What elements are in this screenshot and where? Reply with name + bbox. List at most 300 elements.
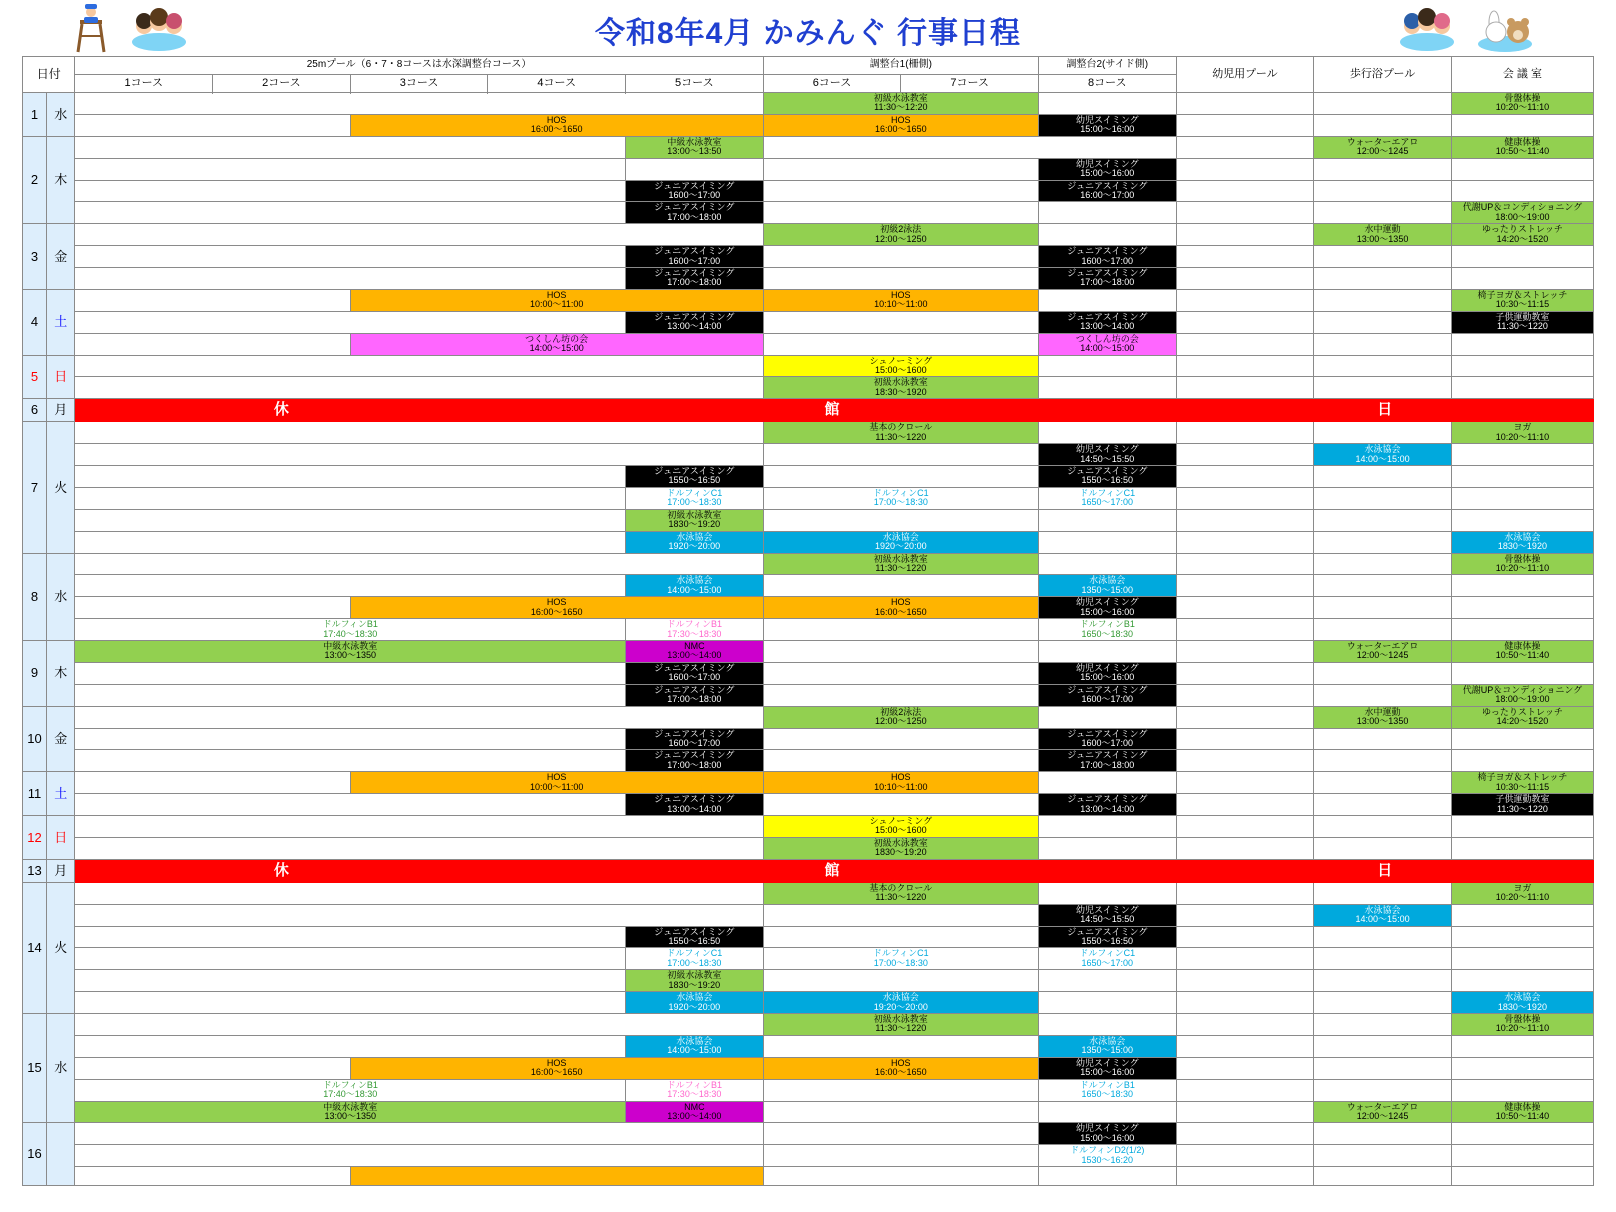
empty-cell	[75, 466, 626, 488]
event-block	[764, 816, 1038, 837]
schedule-event-cell	[763, 377, 1038, 399]
schedule-event-cell	[1038, 1035, 1176, 1057]
schedule-event-cell	[1038, 575, 1176, 597]
empty-cell	[75, 992, 626, 1014]
closed-label-right: 日	[1176, 859, 1593, 882]
empty-cell	[1314, 772, 1452, 794]
event-time: 12:00～1245	[1356, 1110, 1409, 1121]
event-title: HOS	[891, 114, 911, 125]
col-lane-3: 3コース	[350, 75, 488, 93]
empty-cell	[75, 333, 350, 355]
schedule-event-cell	[1038, 114, 1176, 136]
event-time: 17:00～18:00	[1080, 759, 1135, 770]
empty-cell	[1314, 268, 1452, 290]
event-title: シュノーミング	[869, 816, 933, 826]
event-block	[1452, 93, 1593, 114]
schedule-event-cell	[763, 816, 1038, 838]
event-title: ジュニアスイミング	[654, 311, 735, 322]
empty-cell	[1314, 487, 1452, 509]
schedule-event-cell	[1038, 1145, 1176, 1167]
event-time: 14:00～15:00	[1355, 914, 1410, 925]
event-block	[1039, 597, 1176, 618]
empty-cell	[1451, 377, 1593, 399]
empty-cell	[1038, 377, 1176, 399]
event-time: 11:30～1220	[875, 892, 927, 903]
empty-cell	[1176, 1057, 1314, 1079]
empty-cell	[1038, 289, 1176, 311]
empty-cell	[75, 1167, 350, 1186]
event-time: 1830～1920	[1497, 541, 1547, 552]
empty-cell	[1314, 246, 1452, 268]
event-block	[1452, 883, 1593, 904]
event-time: 1550～16:50	[1081, 935, 1134, 946]
event-title: 子供運動教室	[1495, 311, 1550, 322]
empty-cell	[763, 180, 1038, 202]
event-title: HOS	[891, 597, 911, 608]
event-time: 14:00～15:00	[667, 584, 722, 595]
col-adj2-group: 調整台2(サイド側)	[1038, 57, 1176, 75]
event-block	[1452, 202, 1593, 223]
schedule-event-cell	[1038, 948, 1176, 970]
schedule-event-cell	[1451, 311, 1593, 333]
event-time: 1920～20:00	[668, 541, 721, 552]
schedule-row	[23, 1123, 1594, 1145]
closed-label-mid: 館	[488, 859, 1176, 882]
event-block	[1452, 641, 1593, 662]
empty-cell	[75, 422, 763, 444]
schedule-event-cell	[1451, 422, 1593, 444]
empty-cell	[1038, 531, 1176, 553]
event-block	[764, 992, 1038, 1013]
event-block	[626, 729, 763, 750]
empty-cell	[1314, 970, 1452, 992]
schedule-event-cell	[763, 837, 1038, 859]
event-time: 1350～15:00	[1081, 584, 1134, 595]
schedule-event-cell	[1038, 487, 1176, 509]
schedule-event-cell	[626, 268, 764, 290]
event-title: 水泳協会	[1364, 444, 1401, 455]
empty-cell	[75, 289, 350, 311]
event-title: 初級2泳法	[880, 706, 922, 717]
event-time: 10:20～11:10	[1495, 1023, 1550, 1034]
schedule-event-cell	[1038, 597, 1176, 619]
event-block	[1039, 575, 1176, 596]
schedule-row	[23, 750, 1594, 772]
event-block	[626, 137, 763, 158]
schedule-event-cell	[75, 1101, 626, 1123]
schedule-event-cell	[1451, 93, 1593, 115]
schedule-event-cell	[1038, 158, 1176, 180]
empty-cell	[626, 158, 764, 180]
event-title: ドルフィンD2(1/2)	[1070, 1145, 1145, 1156]
event-block	[351, 772, 763, 793]
schedule-row	[23, 1145, 1594, 1167]
schedule-event-cell	[626, 246, 764, 268]
empty-cell	[75, 794, 626, 816]
empty-cell	[1038, 93, 1176, 115]
event-title: 中級水泳教室	[323, 641, 378, 651]
empty-cell	[763, 311, 1038, 333]
schedule-event-cell	[1038, 904, 1176, 926]
empty-cell	[1176, 487, 1314, 509]
event-time: 15:00～1600	[875, 825, 927, 836]
event-title: 水中運動	[1364, 224, 1401, 235]
event-time: 17:00～18:00	[667, 211, 722, 222]
empty-cell	[75, 772, 350, 794]
schedule-event-cell	[1038, 1123, 1176, 1145]
event-title: つくしん坊の会	[525, 333, 589, 344]
event-block	[1314, 707, 1451, 728]
event-title: 代謝UP＆コンディショニング	[1462, 202, 1583, 213]
event-block	[1039, 334, 1176, 355]
empty-cell	[1314, 926, 1452, 948]
empty-cell	[1314, 158, 1452, 180]
empty-cell	[75, 970, 626, 992]
schedule-event-cell	[763, 289, 1038, 311]
empty-cell	[763, 750, 1038, 772]
empty-cell	[1176, 948, 1314, 970]
event-time: 1650～18:30	[1081, 1089, 1134, 1100]
event-block	[626, 532, 763, 553]
schedule-row	[23, 1101, 1594, 1123]
event-title: 初級水泳教室	[873, 1014, 928, 1024]
page-header	[0, 0, 1616, 56]
event-title: NMC	[684, 641, 705, 651]
event-title: 水中運動	[1364, 706, 1401, 717]
event-time: 1920～20:00	[875, 541, 927, 552]
schedule-event-cell	[763, 487, 1038, 509]
event-title: 初級水泳教室	[667, 509, 722, 520]
col-meeting-room: 会 議 室	[1451, 57, 1593, 93]
event-time: 17:00～18:00	[667, 759, 722, 770]
day-of-week: 木	[47, 641, 75, 707]
schedule-event-cell	[1038, 728, 1176, 750]
event-block	[626, 575, 763, 596]
event-block	[1452, 772, 1593, 793]
event-time: 17:00～18:30	[873, 497, 928, 508]
event-title: ドルフィンB1	[322, 1079, 378, 1090]
event-time: 10:50～11:40	[1495, 1110, 1550, 1121]
empty-cell	[1176, 641, 1314, 663]
event-block	[1039, 268, 1176, 289]
schedule-row	[23, 422, 1594, 444]
empty-cell	[1314, 333, 1452, 355]
event-time: 12:00～1250	[875, 233, 927, 244]
event-time: 15:00～16:00	[1080, 1132, 1135, 1143]
col-lane-1: 1コース	[75, 75, 213, 93]
empty-cell	[1176, 158, 1314, 180]
day-of-week: 木	[47, 136, 75, 224]
empty-cell	[1314, 882, 1452, 904]
schedule-event-cell	[1038, 684, 1176, 706]
empty-cell	[763, 1079, 1038, 1101]
schedule-row	[23, 794, 1594, 816]
schedule-event-cell	[350, 1057, 763, 1079]
empty-cell	[1176, 531, 1314, 553]
schedule-row	[23, 377, 1594, 399]
empty-cell	[1038, 553, 1176, 575]
event-block	[1314, 137, 1451, 158]
schedule-event-cell	[1314, 904, 1452, 926]
schedule-row	[23, 662, 1594, 684]
schedule-row	[23, 114, 1594, 136]
day-of-week: 水	[47, 1014, 75, 1123]
empty-cell	[1314, 180, 1452, 202]
closed-label-left: 休	[75, 859, 488, 882]
empty-cell	[1176, 136, 1314, 158]
schedule-row	[23, 926, 1594, 948]
schedule-event-cell	[626, 180, 764, 202]
event-block	[1452, 1014, 1593, 1035]
empty-cell	[1314, 422, 1452, 444]
empty-cell	[75, 575, 626, 597]
empty-cell	[75, 882, 763, 904]
event-block	[1039, 312, 1176, 333]
schedule-event-cell	[1038, 1079, 1176, 1101]
schedule-event-cell	[1038, 1057, 1176, 1079]
empty-cell	[1176, 509, 1314, 531]
empty-cell	[75, 1035, 626, 1057]
empty-cell	[75, 268, 626, 290]
event-title: ウォーターエアロ	[1346, 1101, 1419, 1112]
empty-cell	[350, 1167, 763, 1186]
event-block	[1039, 685, 1176, 706]
event-title: ドルフィンB1	[1079, 619, 1135, 630]
schedule-row	[23, 619, 1594, 641]
event-block	[764, 948, 1038, 969]
schedule-row	[23, 444, 1594, 466]
schedule-event-cell	[626, 728, 764, 750]
empty-cell	[1314, 202, 1452, 224]
event-block	[626, 663, 763, 684]
schedule-event-cell	[763, 531, 1038, 553]
schedule-row	[23, 136, 1594, 158]
event-block	[75, 619, 625, 640]
schedule-event-cell	[350, 597, 763, 619]
empty-cell	[1314, 684, 1452, 706]
empty-cell	[1314, 1079, 1452, 1101]
empty-cell	[1451, 970, 1593, 992]
schedule-event-cell	[763, 948, 1038, 970]
empty-cell	[75, 816, 763, 838]
schedule-event-cell	[763, 355, 1038, 377]
event-time: 18:00～19:00	[1495, 694, 1550, 705]
empty-cell	[763, 444, 1038, 466]
event-title: 骨盤体操	[1504, 93, 1541, 103]
empty-cell	[1176, 289, 1314, 311]
empty-cell	[75, 728, 626, 750]
empty-cell	[1451, 1123, 1593, 1145]
event-time: 10:10～11:00	[874, 781, 928, 792]
empty-cell	[1038, 816, 1176, 838]
event-title: 水泳協会	[1504, 531, 1541, 542]
event-title: 中級水泳教室	[323, 1101, 378, 1112]
event-title: ジュニアスイミング	[654, 180, 735, 191]
empty-cell	[1038, 509, 1176, 531]
empty-cell	[763, 970, 1038, 992]
schedule-table	[22, 56, 1594, 1186]
schedule-row	[23, 684, 1594, 706]
event-title: ジュニアスイミング	[1067, 684, 1148, 695]
closed-day-row	[23, 399, 1594, 422]
schedule-event-cell	[626, 948, 764, 970]
day-number: 1	[23, 93, 47, 137]
empty-cell	[1176, 333, 1314, 355]
event-block	[1452, 1102, 1593, 1123]
event-block	[1039, 466, 1176, 487]
event-title: 基本のクロール	[869, 422, 933, 433]
event-title: ジュニアスイミング	[1067, 728, 1148, 739]
event-title: 基本のクロール	[869, 882, 933, 893]
event-block	[626, 794, 763, 815]
schedule-event-cell	[763, 597, 1038, 619]
empty-cell	[1314, 619, 1452, 641]
event-time: 10:00～11:00	[529, 781, 584, 792]
empty-cell	[75, 597, 350, 619]
empty-cell	[1176, 837, 1314, 859]
event-block	[1039, 444, 1176, 465]
event-block	[1039, 663, 1176, 684]
schedule-row	[23, 180, 1594, 202]
event-time: 1550～16:50	[668, 475, 721, 486]
col-lane-6: 6コース	[763, 75, 901, 93]
col-adj1-group: 調整台1(柵側)	[763, 57, 1038, 75]
empty-cell	[1176, 992, 1314, 1014]
event-title: シュノーミング	[869, 355, 933, 366]
day-of-week: 金	[47, 706, 75, 772]
event-time: 14:20～1520	[1496, 716, 1549, 727]
empty-cell	[1451, 466, 1593, 488]
event-title: ジュニアスイミング	[1067, 926, 1148, 937]
empty-cell	[1176, 684, 1314, 706]
event-time: 1600～17:00	[668, 672, 721, 683]
event-title: 代謝UP＆コンディショニング	[1462, 684, 1583, 695]
event-time: 13:00～13:50	[667, 146, 722, 157]
empty-cell	[1176, 224, 1314, 246]
event-block	[1039, 1123, 1176, 1144]
schedule-row	[23, 268, 1594, 290]
event-time: 1650～17:00	[1081, 497, 1134, 508]
event-time: 14:50～15:50	[1080, 453, 1135, 464]
schedule-event-cell	[626, 509, 764, 531]
empty-cell	[1038, 882, 1176, 904]
empty-cell	[1314, 1145, 1452, 1167]
day-of-week: 火	[47, 422, 75, 553]
empty-cell	[75, 948, 626, 970]
event-block	[626, 685, 763, 706]
schedule-event-cell	[626, 641, 764, 663]
empty-cell	[75, 1014, 763, 1036]
empty-cell	[75, 904, 763, 926]
schedule-event-cell	[1038, 268, 1176, 290]
event-block	[351, 115, 763, 136]
empty-cell	[1176, 1145, 1314, 1167]
day-number: 16	[23, 1123, 47, 1186]
empty-cell	[75, 202, 626, 224]
event-block	[1039, 794, 1176, 815]
event-block	[1452, 532, 1593, 553]
day-number: 3	[23, 224, 47, 290]
empty-cell	[1451, 1035, 1593, 1057]
empty-cell	[1451, 750, 1593, 772]
event-block	[764, 707, 1038, 728]
event-title: 幼児スイミング	[1075, 114, 1139, 125]
event-title: ドルフィンC1	[872, 948, 929, 959]
empty-cell	[1314, 93, 1452, 115]
day-number: 13	[23, 859, 47, 882]
event-time: 11:30～1220	[875, 431, 927, 442]
event-time: 16:00～1650	[530, 1067, 583, 1078]
event-time: 10:00～11:00	[529, 299, 584, 310]
event-title: ジュニアスイミング	[654, 202, 735, 213]
event-title: 水泳協会	[882, 531, 919, 542]
empty-cell	[1176, 202, 1314, 224]
event-title: 水泳協会	[676, 575, 713, 586]
event-block	[351, 597, 763, 618]
event-title: ヨガ	[1513, 882, 1532, 893]
day-of-week: 水	[47, 93, 75, 137]
schedule-event-cell	[763, 224, 1038, 246]
col-lane-2: 2コース	[213, 75, 351, 93]
empty-cell	[75, 1057, 350, 1079]
schedule-event-cell	[350, 333, 763, 355]
event-title: ジュニアスイミング	[1067, 466, 1148, 476]
event-block	[1039, 905, 1176, 926]
event-time: 13:00～14:00	[667, 650, 722, 661]
event-title: ウォーターエアロ	[1346, 641, 1419, 651]
event-block	[1039, 246, 1176, 267]
empty-cell	[1176, 114, 1314, 136]
empty-cell	[763, 1101, 1038, 1123]
event-title: ジュニアスイミング	[654, 246, 735, 257]
schedule-event-cell	[763, 772, 1038, 794]
event-time: 1830～19:20	[668, 519, 721, 530]
event-time: 17:00～18:30	[873, 957, 928, 968]
table-head	[23, 57, 1594, 93]
event-title: 幼児スイミング	[1075, 158, 1139, 169]
event-title: ドルフィンC1	[1079, 948, 1136, 959]
empty-cell	[1314, 114, 1452, 136]
empty-cell	[1314, 728, 1452, 750]
event-title: ヨガ	[1513, 422, 1532, 433]
empty-cell	[75, 684, 626, 706]
event-title: ジュニアスイミング	[1067, 246, 1148, 257]
schedule-row	[23, 772, 1594, 794]
event-title: ジュニアスイミング	[654, 684, 735, 695]
empty-cell	[1176, 662, 1314, 684]
empty-cell	[1314, 553, 1452, 575]
empty-cell	[1451, 180, 1593, 202]
day-of-week: 金	[47, 224, 75, 290]
event-block	[764, 356, 1038, 377]
schedule-event-cell	[1038, 311, 1176, 333]
event-time: 10:20～11:10	[1495, 562, 1550, 573]
day-of-week: 日	[47, 816, 75, 860]
empty-cell	[1176, 1035, 1314, 1057]
event-time: 10:20～11:10	[1495, 102, 1550, 113]
event-block	[764, 488, 1038, 509]
empty-cell	[75, 246, 626, 268]
empty-cell	[75, 750, 626, 772]
event-title: ドルフィンC1	[666, 948, 723, 959]
event-title: 幼児スイミング	[1075, 662, 1139, 673]
event-time: 13:00～1350	[1356, 233, 1409, 244]
event-block	[626, 970, 763, 991]
col-lane-7: 7コース	[901, 75, 1039, 93]
event-title: ジュニアスイミング	[654, 662, 735, 673]
empty-cell	[1038, 641, 1176, 663]
empty-cell	[1176, 728, 1314, 750]
